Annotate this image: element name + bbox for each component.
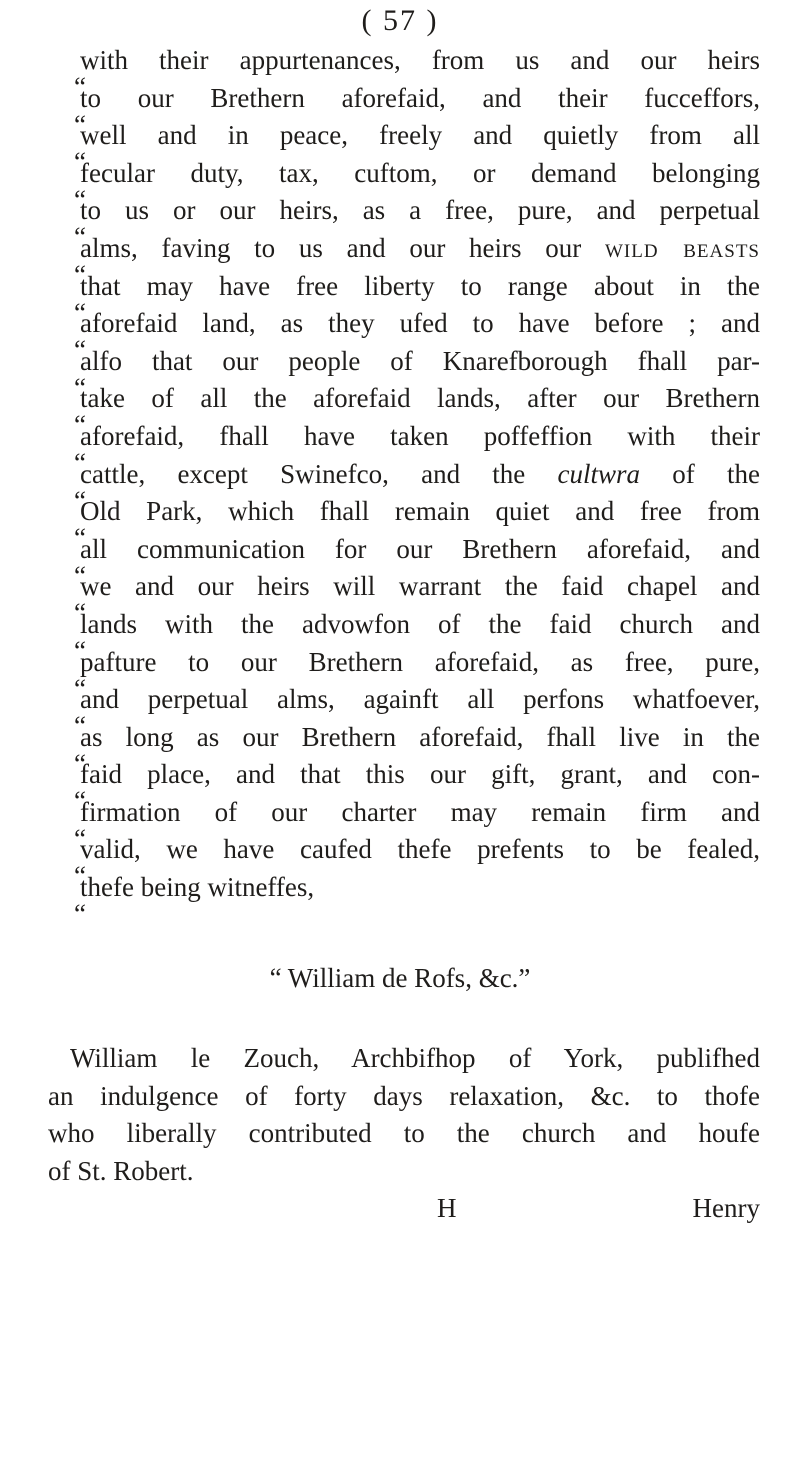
charter-line: fecular duty, tax, cuftom, or demand belonging	[80, 157, 760, 188]
page-number: ( 57 )	[361, 4, 439, 37]
charter-line: faid place, and that this our gift, grant, and con-	[80, 759, 760, 790]
charter-line: aforefaid, fhall have taken poffeffion with their	[80, 420, 760, 451]
cultwra-italic: cultwra	[557, 458, 641, 489]
page-footer	[0, 1193, 800, 1233]
paragraph-line: of St. Robert.	[48, 1155, 194, 1186]
charter-line: to us or our heirs, as a free, pure, and perpetual	[80, 195, 760, 226]
paragraph-line: an indulgence of forty days relaxation, &c. to thofe	[48, 1080, 760, 1111]
charter-line: well and in peace, freely and quietly from all	[80, 120, 760, 151]
wild-beasts-smallcaps: wild beasts	[604, 232, 761, 263]
charter-signature: “ William de Rofs, &c.”	[269, 963, 531, 993]
charter-line: to our Brethern aforefaid, and their fucceffors,	[80, 82, 760, 113]
charter-line: aforefaid land, as they ufed to have before ; and	[80, 308, 760, 339]
charter-line: alms, faving to us and our heirs our wild beasts	[80, 232, 761, 263]
paragraph-line: who liberally contributed to the church and houfe	[48, 1118, 760, 1149]
charter-line: pafture to our Brethern aforefaid, as free, pure,	[80, 646, 760, 677]
charter-line: alfo that our people of Knarefborough fhall par-	[80, 345, 760, 376]
charter-line: as long as our Brethern aforefaid, fhall live in the	[80, 721, 760, 752]
catchword: Henry	[692, 1193, 760, 1223]
charter-line: all communication for our Brethern aforefaid, and	[80, 533, 760, 564]
charter-line: and perpetual alms, againft all perfons whatfoever,	[80, 684, 760, 715]
body-paragraph	[48, 1040, 760, 1190]
charter-line: lands with the advowfon of the faid church and	[80, 608, 760, 639]
charter-quotation	[80, 42, 760, 907]
charter-line: valid, we have caufed thefe prefents to be fealed,	[80, 834, 760, 865]
paragraph-line: William le Zouch, Archbifhop of York, publifhed	[70, 1043, 760, 1073]
signature-mark: H	[437, 1193, 457, 1223]
charter-line: that may have free liberty to range about in the	[80, 270, 760, 301]
charter-line: we and our heirs will warrant the faid chapel and	[80, 571, 760, 602]
charter-line: with their appurtenances, from us and our heirs	[80, 45, 760, 75]
charter-line: firmation of our charter may remain firm and	[80, 796, 760, 827]
charter-line: thefe being witneffes,	[80, 872, 315, 903]
charter-line: Old Park, which fhall remain quiet and free from	[80, 496, 760, 527]
charter-line: take of all the aforefaid lands, after our Brethern	[80, 383, 760, 414]
charter-line: cattle, except Swinefco, and the cultwra of the	[80, 458, 760, 489]
